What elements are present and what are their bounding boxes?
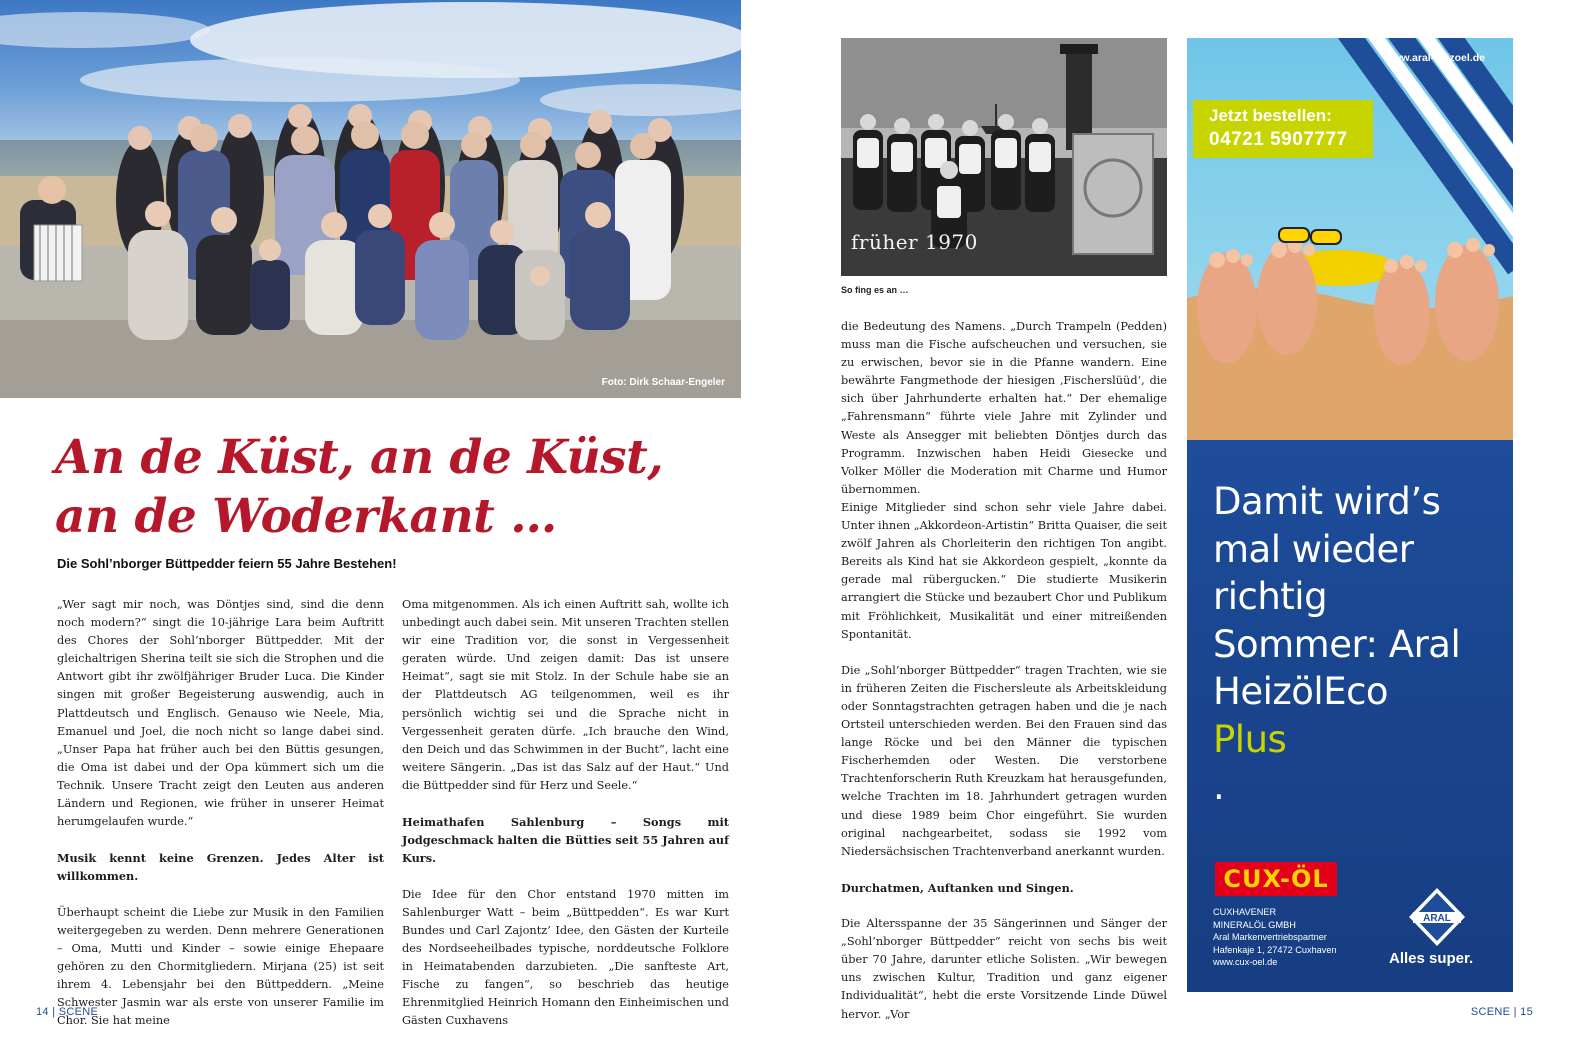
section-heading: Durchatmen, Auftanken und Singen. [841,880,1074,895]
paragraph: Oma mitgenommen. Als ich einen Auftritt sah, wollte ich unbedingt auch dabei sein. Mit unseren Trachten stellen wir eine Tradition vor, die sonst in Vergessenheit geraten würde. Und zeigen damit: Das ist unsere Heimat“, sagt sie mit Stolz. In der Schule habe sie an der Plattdeutsch AG teilgenommen, weil es ihr persönlich wichtig sei und die Sprache nicht in Vergessenheit geraten dürfe. „Ich brauche den Wind, den Deich und das Schwimmen in der Bucht“, lacht eine weitere Sängerin. „Das ist das Salz auf der Haut.“ Und die Büttpedder sind für Herz und Seele.“ [402,598,729,792]
dealer-address [1213,906,1337,969]
address-line: Hafenkaje 1, 27472 Cuxhaven [1213,944,1337,955]
aral-logo-icon [1407,886,1467,948]
address-line: Aral Markenvertriebspartner [1213,932,1327,943]
beach-feet-illustration [1187,38,1513,440]
paragraph: Die Altersspanne der 35 Sängerinnen und Sänger der „Sohl’nborger Büttpedder“ reicht von sechs bis weit über 70 Jahre, darunter etliche Solisten. „Wir bewegen uns zwischen Kultur, Tradition und ganz eigener Individualität“, hebt die erste Vorsitzende Linde Düwel hervor. „Vor [841,917,1167,1021]
slogan-line: Damit wird’s [1213,480,1441,523]
paragraph: „Wer sagt mir noch, was Döntjes sind, sind die denn noch modern?“ singt die 10-jährige Lara beim Auftritt des Chores der Sohl’nborger Büttpedder. Mit der gleichaltrigen Sherina teilt sie sich die Strophen und die Antwort gibt ihr zwölfjähriger Bruder Luca. Die Kinder singen mit großer Begeisterung auswendig, auch in Plattdeutsch und Englisch. Genauso wie Neele, Mia, Emanuel und Joel, die noch nicht so lange dabei sind. „Unser Papa hat früher auch bei den Büttis gesungen, die Oma ist dabei und der Opa kümmert sich um die Technik. Unsere Tracht zeigt den Leuten aus anderen Ländern und Regionen, wie früher in unserer Heimat herumgelaufen wurde.“ [57,598,384,829]
slogan-line: Sommer: Aral [1213,622,1461,666]
headline-line-1: An de Küst, an de Küst, [55,430,664,485]
slogan-product: HeizölEco [1213,670,1389,713]
article-subheadline: Die Sohl’nborger Büttpedder feiern 55 Jahre Bestehen! [57,556,397,571]
address-line: MINERALÖL GMBH [1213,919,1296,930]
slogan-line: mal wieder [1213,527,1414,571]
ad-blue-panel [1187,440,1513,992]
page-number-left: 14 | SCENE [36,1006,99,1018]
aral-claim: Alles super. [1389,950,1474,967]
ad-slogan [1213,478,1503,811]
dealer-website[interactable]: www.cux-oel.de [1213,957,1278,968]
page-number-right: SCENE | 15 [1470,1006,1533,1018]
aral-logo-text: ARAL [1423,913,1451,924]
text-column-1 [57,596,384,1030]
paragraph: Einige Mitglieder sind schon sehr viele Jahre dabei. Unter ihnen „Akkordeon-Artistin“ Britta Quaiser, die seit zwölf Jahren als Chorleiterin den richtigen Ton angibt. Bereits als Kind hat sie Akkordeon gespielt, „konnte da gerade mal rübergucken.“ Die studierte Musikerin arrangiert die Stücke und bezaubert Chor und Publikum mit Fröhlichkeit, Musikalität und einer mitreißenden Spontanität. [841,500,1167,641]
ad-beach-image [1187,38,1513,440]
photo-caption: So fing es an … [841,285,909,295]
paragraph: Die Idee für den Chor entstand 1970 mitten im Sahlenburger Watt – beim „Büttpedden“. Es war Kurt Bundes und Carl Zajontz’ Idee, den Gästen der Kurteile des Nordseeheilbades typische, norddeutsche Folklore in Heimatabenden darzubieten. „Die sanfteste Art, Fische zu fangen“, so beschrieb das heutige Ehrenmitglied Heinrich Homann den Einheimischen und Gästen Cuxhavens [402,887,729,1028]
paragraph: Die „Sohl’nborger Büttpedder“ tragen Trachten, wie sie in früheren Zeiten die Fischersleute als Arbeitskleidung oder Sonntagstrachten getragen haben und die je nach Ortsteil unterschieden werden. Bei den Frauen sind das lange Röcke und bei den Männer die typischen Fischerhemden oder Westen. Die verstorbene Trachtenforscherin Ruth Kreuzkam hat herausgefunden, welche Trachten im 18. Jahrhundert getragen wurden und diese 1989 beim Chor eingeführt. Sie wurden original nachgearbeitet, sodass sie 1992 vom Niedersächsischen Trachtenverband anerkannt wurden. [841,663,1167,858]
choir-photo-illustration [0,0,741,398]
address-line: CUXHAVENER [1213,907,1277,917]
cux-oel-logo-text: CUX-ÖL [1215,862,1337,896]
order-label: Jetzt bestellen: [1209,106,1332,125]
historic-photo-label: früher 1970 [851,230,978,254]
article-headline [55,428,695,546]
photo-credit: Foto: Dirk Schaar-Engeler [601,377,725,388]
historic-photo [841,38,1167,276]
cux-oel-logo [1213,860,1339,898]
slogan-plus: Plus [1213,717,1287,761]
headline-line-2: an de Woderkant … [55,489,557,544]
order-phone[interactable]: 04721 5907777 [1209,129,1348,150]
order-banner[interactable] [1193,100,1373,158]
section-heading: Musik kennt keine Grenzen. Jedes Alter ist willkommen. [57,851,384,884]
aral-heizoel-advertisement[interactable] [1187,38,1513,992]
text-column-2 [402,596,729,1030]
section-heading: Heimathafen Sahlenburg – Songs mit Jodgeschmack halten die Bütties seit 55 Jahren auf Kurs. [402,815,729,866]
paragraph: Überhaupt scheint die Liebe zur Musik in den Familien weitergegeben zu werden. Denn mehrere Generationen – Oma, Mutti und Kinder – sowie einige Ehepaare gehören zu den Chormitgliedern. Mirjana (25) ist seit ihrem 4. Lebensjahr bei den Büttpeddern. „Meine Schwester Jasmin war als erste von unserer Familie im Chor. Sie hat meine [57,905,384,1028]
slogan-line: richtig [1213,575,1328,618]
slogan-line [1213,668,1503,811]
choir-group-photo [0,0,741,398]
slogan-period: . [1213,765,1225,808]
ad-website[interactable]: www.aral-heizoel.de [1385,52,1485,64]
text-column-3 [841,318,1167,1024]
paragraph: die Bedeutung des Namens. „Durch Trampeln (Pedden) muss man die Fische aufscheuchen und versuchen, sie zu erwischen, bevor sie in die Pfanne wandern. Eine bewährte Fangmethode der hiesigen ‚Fischerslüüd‘, die sich über Jahrhunderte erhalten hat.“ Der ehemalige „Fahrensmann“ führte viele Jahre mit Zylinder und Weste als Ansegger mit beliebten Döntjes durch das Programm. Inzwischen haben Heidi Giesecke und Volker Möller die Moderation mit Charme und Humor übernommen. [841,320,1167,496]
